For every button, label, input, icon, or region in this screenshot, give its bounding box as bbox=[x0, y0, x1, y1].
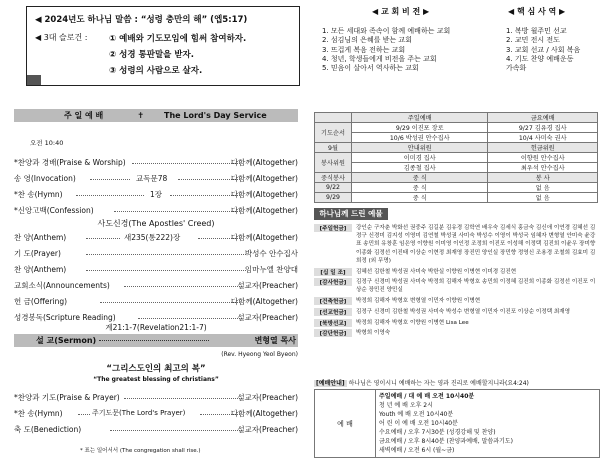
list-item: [북방선교] 박정희 김해자 박형호 이향원 이병현 Lisa Lee bbox=[314, 319, 600, 327]
sermon-bar bbox=[14, 334, 298, 347]
list-item: 수요예배 / 오후 7시30분 (성경강해 및 찬양) bbox=[379, 429, 496, 436]
table-row: 중식봉사 중 식 봉 사 bbox=[315, 173, 598, 183]
order-item: 성경봉독(Scripture Reading) 설교자(Preacher) bbox=[14, 313, 298, 322]
scripture-reference: 계21:1-7(Revelation21:1-7) bbox=[105, 323, 207, 332]
list-item: 1. 모든 세대와 족속이 함께 예배하는 교회 bbox=[322, 27, 451, 35]
list-item: [십 일 조] 김혜선 김한철 박성권 사미숙 박한실 이향원 이병현 이미경 김진현 bbox=[314, 268, 600, 276]
worship-verse: 하나님은 영이시니 예배하는 자는 영과 진리로 예배할지니라(요4:24) bbox=[348, 380, 529, 387]
offering-list bbox=[314, 224, 600, 340]
list-item: [감사헌금] 김정구 신경미 박성권 사미숙 박정희 김해자 박형호 송민희 이정혜 김진희 이종화 김정선 이진포 이상순 장민진 양민실 bbox=[314, 278, 600, 294]
offering-heading: 하나님께 드린 예물 bbox=[314, 208, 388, 220]
slogan-3: ③ 성령의 사람으로 살자. bbox=[109, 66, 203, 76]
sermon-title-ko: “그리스도인의 최고의 복” bbox=[106, 364, 206, 374]
list-item: [건축헌금] 박정희 김해자 박형호 변형열 이민자 이향원 이병현 bbox=[314, 297, 600, 305]
list-item: [감단헌금] 박형희 이영숙 bbox=[314, 329, 600, 337]
table-row: 10/6 박성권 안수집사 10/4 사미숙 권사 bbox=[315, 133, 598, 143]
order-item: 찬 양(Anthem) 새235(통222)장 다함께(Altogether) bbox=[14, 233, 298, 242]
table-row: 9월 안내위원 헌금위원 bbox=[315, 143, 598, 153]
core-ministry-heading: ◀ 핵 심 사 역 ▶ bbox=[508, 7, 566, 16]
list-item: 가속화 bbox=[506, 64, 527, 73]
list-item: 2. 교민 전시 전도 bbox=[506, 36, 560, 45]
vision-list bbox=[322, 27, 450, 73]
table-row: 주일예배 금요예배 bbox=[315, 113, 598, 123]
service-title-bar bbox=[14, 109, 298, 122]
duty-table bbox=[314, 112, 598, 203]
list-item: 3. 교회 선교 / 사회 복음 bbox=[506, 45, 581, 54]
list-item: 주일예배 / 대 예 배 오전 10시40분 bbox=[379, 393, 475, 400]
annual-theme: ◀ 2024년도 하나님 말씀 : “성령 충만의 해” (엡5:17) bbox=[35, 15, 248, 25]
worship-guide-header bbox=[314, 378, 529, 387]
worship-guide-tag: [예배안내] bbox=[316, 380, 345, 387]
annual-motto-box bbox=[26, 6, 300, 86]
sermon-label: 설 교(Sermon) bbox=[36, 336, 97, 345]
order-item: 송 영(Invocation) 교독문78 다함께(Altogether) bbox=[14, 174, 298, 183]
order-item: 축 도(Benediction) 설교자(Preacher) bbox=[14, 425, 298, 434]
order-item: *찬 송(Hymn) 1장 다함께(Altogether) bbox=[14, 190, 298, 199]
order-item: *신앙고백(Confession) 다함께(Altogether) bbox=[14, 206, 298, 215]
table-row: 9/22 중 식 없 음 bbox=[315, 183, 598, 193]
worship-times-table bbox=[314, 389, 600, 458]
creed-title: 사도신경(The Apostles' Creed) bbox=[97, 219, 215, 228]
list-item: 4. 기도 찬양 예배운동 bbox=[506, 54, 574, 63]
corner-decoration bbox=[27, 75, 41, 85]
table-row: 기도순서 9/29 이진포 장로 9/27 김유경 집사 bbox=[315, 123, 598, 133]
vision-heading: ◀ 교 회 비 전 ▶ bbox=[372, 7, 430, 16]
service-time: 오전 10:40 bbox=[30, 139, 64, 147]
cross-icon: ✝ bbox=[137, 111, 144, 120]
table-row: 봉사위원 이미경 집사 이향원 안수집사 bbox=[315, 153, 598, 163]
order-item: 기 도(Prayer) 박성수 안수집사 bbox=[14, 249, 298, 258]
service-title-en: The Lord's Day Service bbox=[163, 111, 267, 120]
list-item: 금요예배 / 오후 8시40분 (찬양과예배, 말씀과기도) bbox=[379, 438, 513, 445]
order-item: *찬양과 경배(Praise & Worship) 다함께(Altogether) bbox=[14, 158, 298, 167]
sermon-title-en: “The greatest blessing of christians” bbox=[93, 376, 219, 383]
core-ministry-list bbox=[506, 27, 580, 73]
table-row: 김종철 집사 최우석 안수집사 bbox=[315, 163, 598, 173]
list-item: 1. 복방 월주민 선교 bbox=[506, 27, 567, 35]
worship-label: 예 배 bbox=[315, 390, 376, 457]
list-item: 4. 청년, 학생들에게 비전을 주는 교회 bbox=[322, 54, 437, 63]
order-item: 헌 금(Offering) 다함께(Altogether) bbox=[14, 297, 298, 306]
order-item: 찬 양(Anthem) 임마누엘 찬양대 bbox=[14, 265, 298, 274]
list-item: 2. 섬김님의 은혜를 받는 교회 bbox=[322, 36, 412, 45]
list-item: [선교헌금] 김정구 신경미 김한철 박성권 사미숙 박성수 변형열 이민자 이진포 이상순 이정택 최재영 bbox=[314, 308, 600, 316]
sermon-preacher: 변형열 목사 bbox=[254, 336, 296, 345]
slogan-2: ② 성경 통판말을 받자. bbox=[109, 50, 194, 60]
slogan-1: ① 예배와 기도모임에 힘써 참여하자. bbox=[109, 34, 247, 44]
standing-note: * 표는 일어서서 (The congregation shall rise.) bbox=[80, 448, 201, 454]
list-item: 어 린 이 예 배 오전 10시40분 bbox=[379, 420, 458, 427]
order-item: *찬 송(Hymn) 주기도문(The Lord's Prayer) 다함께(Altogether) bbox=[14, 409, 298, 418]
service-title-ko: 주 일 예 배 bbox=[64, 111, 104, 120]
list-item: 새벽예배 / 오전 6시 (월~금) bbox=[379, 447, 455, 454]
order-item: *찬양과 기도(Praise & Prayer) 설교자(Preacher) bbox=[14, 393, 298, 402]
list-item: 청 년 예 배 오후 2시 bbox=[379, 402, 433, 409]
slogan-label: ◀ 3대 슬로건 : bbox=[35, 33, 88, 42]
list-item: [주일헌금] 강인순 구자춘 박화선 권중주 김길분 김유경 김학연 배우숙 김세식 홍금숙 김신애 이연경 김혜선 김정구 신경미 김지성 이영미 김연철 박성권 사미숙 박성수 이영이 박성국 임혜자 변형열 안미숙 윤강표 송민희 유창훈 임은영 이향원 이미영 이인정 조정희 이진포 이성해 이정택 김진희 이윤우 장미향 이종화 김정선 이진태 이상순 이현정 최재영 장진민 양인실 장민향 정영신 조용경 조철희 김효미 김희정 (외 무명) bbox=[314, 224, 600, 265]
list-item: Youth 예 배 오전 10시40분 bbox=[379, 411, 454, 418]
table-row: 9/29 중 식 없 음 bbox=[315, 193, 598, 203]
list-item: 3. 뜨겁게 복음 전하는 교회 bbox=[322, 45, 406, 54]
preacher-name-en: (Rev. Hyeong Yeol Byeon) bbox=[221, 351, 298, 358]
order-item: 교회소식(Announcements) 설교자(Preacher) bbox=[14, 281, 298, 290]
list-item: 5. 믿음이 살아서 역사하는 교회 bbox=[322, 64, 419, 73]
